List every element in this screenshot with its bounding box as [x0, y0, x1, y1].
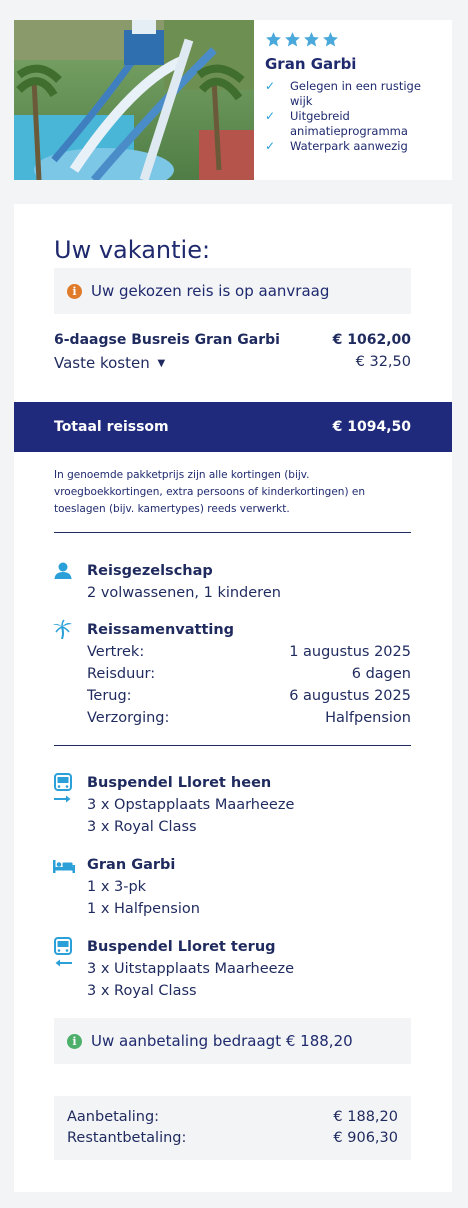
payment-box — [54, 1096, 411, 1160]
palm-tree-icon — [53, 619, 73, 639]
usp-list — [265, 79, 442, 154]
total-label: Totaal reissom — [54, 419, 169, 435]
hotel-card[interactable] — [14, 20, 452, 180]
summary-row-departure — [87, 641, 411, 663]
usp-item — [265, 139, 442, 154]
divider — [54, 745, 411, 746]
bus-return-icon — [53, 937, 73, 971]
remaining-value: € 906,30 — [333, 1130, 398, 1146]
total-price: € 1094,50 — [332, 419, 411, 435]
party-value: 2 volwassenen, 1 kinderen — [87, 585, 281, 601]
trip-label: 6-daagse Busreis Gran Garbi — [54, 332, 280, 348]
summary-title: Uw vakantie: — [54, 236, 211, 264]
outbound-section — [54, 772, 411, 838]
caret-down-icon: ▼ — [157, 358, 166, 369]
outbound-title: Buspendel Lloret heen — [87, 775, 272, 791]
return-section — [54, 936, 411, 1002]
checkmark-icon: ✓ — [265, 109, 276, 123]
total-bar — [14, 402, 452, 452]
deposit-value: € 188,20 — [333, 1109, 398, 1125]
remaining-row — [67, 1128, 398, 1149]
info-icon: i — [67, 284, 82, 299]
star-icon — [284, 31, 301, 48]
hotel-name: Gran Garbi — [265, 55, 357, 73]
star-icon — [265, 31, 282, 48]
hotel-photo — [14, 20, 254, 180]
summary-row-duration — [87, 663, 411, 685]
row-label: Terug: — [87, 688, 132, 704]
usp-text: Waterpark aanwezig — [290, 139, 408, 153]
fixed-costs-price: € 32,50 — [355, 354, 411, 370]
fixed-costs-toggle[interactable] — [54, 354, 165, 372]
party-title: Reisgezelschap — [87, 563, 213, 579]
summary-row-return — [87, 685, 411, 707]
deposit-row — [67, 1107, 398, 1128]
request-notice — [54, 268, 411, 314]
bed-icon — [53, 856, 75, 876]
row-value: 6 dagen — [351, 666, 411, 682]
trip-summary-title: Reissamenvatting — [87, 622, 235, 638]
hotel-info — [254, 20, 452, 180]
usp-item — [265, 109, 442, 139]
usp-item — [265, 79, 442, 109]
row-label: Vertrek: — [87, 644, 145, 660]
accommodation-section — [54, 854, 411, 920]
remaining-label: Restantbetaling: — [67, 1130, 187, 1146]
request-notice-text: Uw gekozen reis is op aanvraag — [91, 282, 330, 300]
row-value: 6 augustus 2025 — [289, 688, 411, 704]
trip-summary-section — [54, 619, 411, 729]
row-value: 1 augustus 2025 — [289, 644, 411, 660]
fixed-costs-row — [54, 354, 411, 372]
usp-text: Uitgebreid animatieprogramma — [290, 109, 408, 138]
deposit-notice — [54, 1018, 411, 1064]
trip-price-row — [54, 332, 411, 348]
accommodation-line: 1 x Halfpension — [87, 901, 200, 917]
row-label: Verzorging: — [87, 710, 170, 726]
hotel-rating — [265, 28, 442, 50]
star-icon — [303, 31, 320, 48]
deposit-notice-text: Uw aanbetaling bedraagt € 188,20 — [91, 1032, 353, 1050]
booking-summary-card — [14, 204, 452, 1192]
trip-price: € 1062,00 — [332, 332, 411, 348]
row-label: Reisduur: — [87, 666, 156, 682]
person-icon — [53, 561, 73, 581]
party-section — [54, 560, 411, 604]
summary-row-board — [87, 707, 411, 729]
return-line: 3 x Royal Class — [87, 983, 197, 999]
checkmark-icon: ✓ — [265, 79, 276, 93]
deposit-label: Aanbetaling: — [67, 1109, 160, 1125]
outbound-line: 3 x Royal Class — [87, 819, 197, 835]
accommodation-line: 1 x 3-pk — [87, 879, 147, 895]
info-icon: i — [67, 1034, 82, 1049]
return-title: Buspendel Lloret terug — [87, 939, 276, 955]
divider — [54, 532, 411, 533]
row-value: Halfpension — [325, 710, 411, 726]
accommodation-title: Gran Garbi — [87, 857, 176, 873]
checkmark-icon: ✓ — [265, 139, 276, 153]
fixed-costs-label: Vaste kosten — [54, 354, 150, 372]
outbound-line: 3 x Opstapplaats Maarheeze — [87, 797, 295, 813]
bus-outbound-icon — [53, 773, 73, 807]
star-icon — [322, 31, 339, 48]
price-note: In genoemde pakketprijs zijn alle kortingen (bijv. vroegboekkortingen, extra persoons of kinderkortingen) en toeslagen (bijv. kamertypes) reeds verwerkt. — [54, 469, 366, 515]
usp-text: Gelegen in een rustige wijk — [290, 79, 421, 108]
return-line: 3 x Uitstapplaats Maarheeze — [87, 961, 295, 977]
